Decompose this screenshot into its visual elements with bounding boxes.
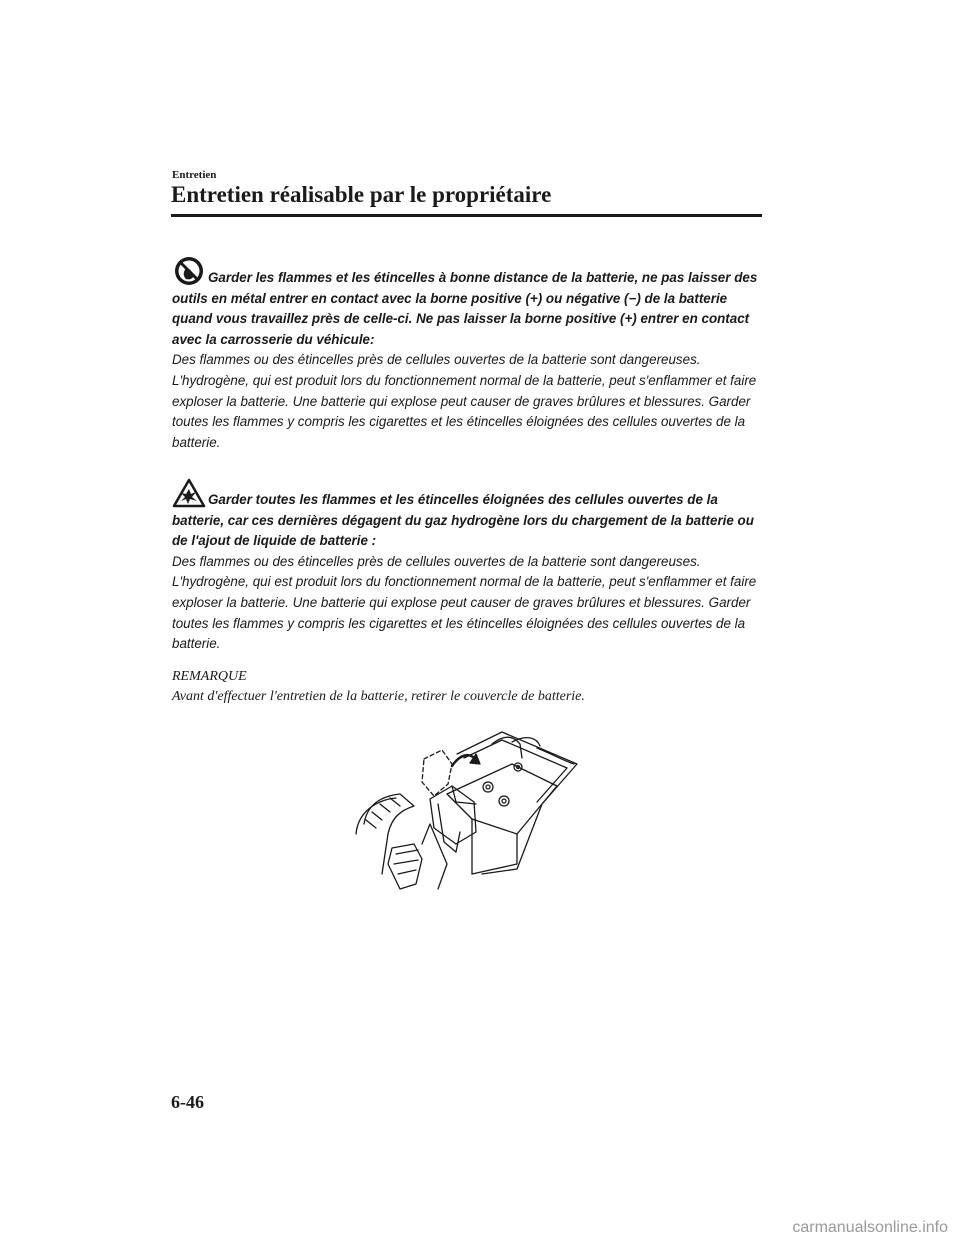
title-divider	[171, 214, 762, 217]
warning-no-flames	[172, 256, 762, 453]
warning-body: Des flammes ou des étincelles près de cellules ouvertes de la batterie sont dangereuses. L'hydrogène, qui est produit lors du fonctionnement normal de la batterie, peut s'enflammer et faire exploser la batterie. Une batterie qui explose peut causer de graves brûlures et blessures. Garder toutes les flammes y compris les cigarettes et les étincelles éloignées des cellules ouvertes de la batterie.	[172, 553, 757, 652]
warning-heading-text: Garder les flammes et les étincelles à bonne distance de la batterie, ne pas laisser des outils en métal entrer en contact avec la borne positive (+) ou négative (−) de la batterie quand vous travaillez près de celle-ci. Ne pas laisser la borne positive (+) entrer en contact avec la carrosserie du véhicule:	[172, 270, 758, 347]
note-block	[172, 667, 762, 707]
page-title: Entretien réalisable par le propriétaire	[171, 182, 552, 207]
no-flame-icon	[172, 256, 206, 286]
warning-heading-text: Garder toutes les flammes et les étincelles éloignées des cellules ouvertes de la batterie, car ces dernières dégagent du gaz hydrogène lors du chargement de la batterie ou de l'ajout de liquide de batterie :	[172, 492, 754, 549]
watermark[interactable]: carmanualsonline.info	[792, 1219, 948, 1236]
warning-hydrogen-gas	[172, 478, 762, 655]
section-label: Entretien	[172, 169, 217, 181]
warning-heading	[172, 270, 757, 347]
warning-heading	[172, 492, 754, 548]
note-text: Avant d'effectuer l'entretien de la batterie, retirer le couvercle de batterie.	[172, 689, 585, 704]
explosion-warning-icon	[172, 478, 206, 508]
note-title: REMARQUE	[172, 669, 247, 684]
battery-cover-illustration	[352, 724, 582, 894]
warning-body: Des flammes ou des étincelles près de cellules ouvertes de la batterie sont dangereuses. L'hydrogène, qui est produit lors du fonctionnement normal de la batterie, peut s'enflammer et faire exploser la batterie. Une batterie qui explose peut causer de graves brûlures et blessures. Garder toutes les flammes y compris les cigarettes et les étincelles éloignées des cellules ouvertes de la batterie.	[172, 352, 757, 450]
page-number: 6-46	[171, 1092, 204, 1112]
